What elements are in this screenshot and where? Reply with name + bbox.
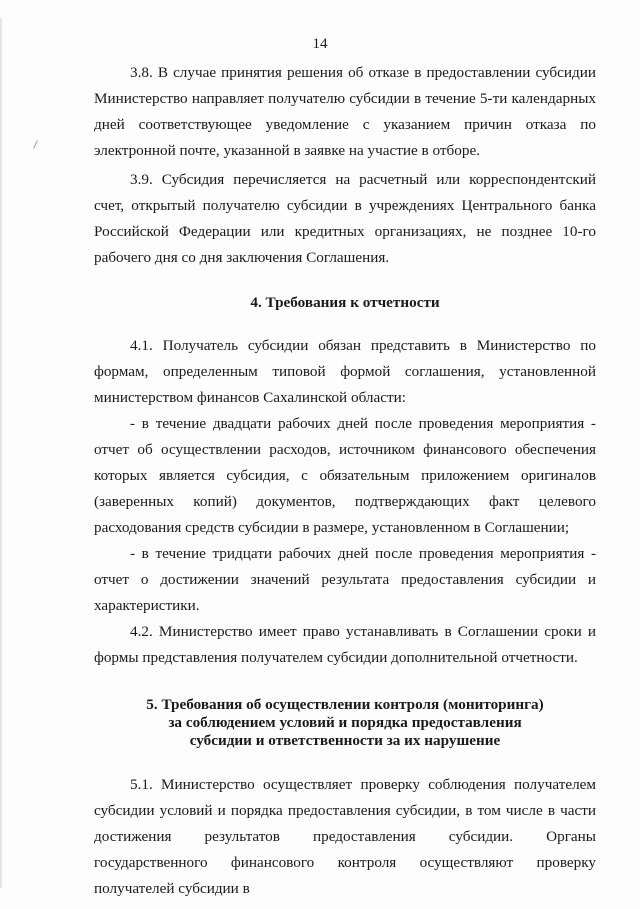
- paragraph-4-1: 4.1. Получатель субсидии обязан представить в Министерство по формам, определенным типовой формой соглашения, установленной министерством финансов Сахалинской области:: [94, 337, 596, 406]
- section-heading-5: [94, 696, 596, 750]
- paragraph-4-1-item-a: - в течение двадцати рабочих дней после проведения мероприятия - отчет об осуществлении расходов, источником финансового обеспечения которых является субсидия, с обязательным приложением оригиналов (заверенных копий) документов, подтверждающих факт целевого расходования средств субсидии в размере, установленном в Соглашении;: [94, 415, 596, 536]
- paragraph-5-1: 5.1. Министерство осуществляет проверку соблюдения получателем субсидии условий и порядка предоставления субсидии, в том числе в части достижения результатов предоставления субсидии. Органы государственного финансового контроля осуществляют проверку получателей субсидии в: [94, 776, 596, 897]
- section-heading-5-line-2: за соблюдением условий и порядка предоставления: [168, 714, 522, 731]
- paragraph-3-8: 3.8. В случае принятия решения об отказе в предоставлении субсидии Министерство направляет получателю субсидии в течение 5-ти календарных дней соответствующее уведомление с указанием причин отказа по электронной почте, указанной в заявке на участие в отборе.: [94, 64, 596, 159]
- section-heading-5-line-3: субсидии и ответственности за их нарушение: [189, 732, 501, 749]
- page-number: 14: [312, 36, 328, 52]
- document-body: [94, 60, 596, 902]
- scan-edge-mark: [0, 18, 2, 888]
- section-heading-5-line-1: 5. Требования об осуществлении контроля (мониторинга): [146, 696, 544, 713]
- paragraph-3-9: 3.9. Субсидия перечисляется на расчетный или корреспондентский счет, открытый получателю субсидии в учреждениях Центрального банка Российской Федерации или кредитных организациях, не позднее 10-го рабочего дня со дня заключения Соглашения.: [94, 171, 596, 266]
- scan-speck: [33, 140, 38, 149]
- paragraph-4-2: 4.2. Министерство имеет право устанавливать в Соглашении сроки и формы представления получателем субсидии дополнительной отчетности.: [94, 623, 596, 666]
- section-heading-4: 4. Требования к отчетности: [250, 294, 440, 311]
- paragraph-4-1-item-b: - в течение тридцати рабочих дней после проведения мероприятия - отчет о достижении значений результата предоставления субсидии и характеристики.: [94, 545, 596, 614]
